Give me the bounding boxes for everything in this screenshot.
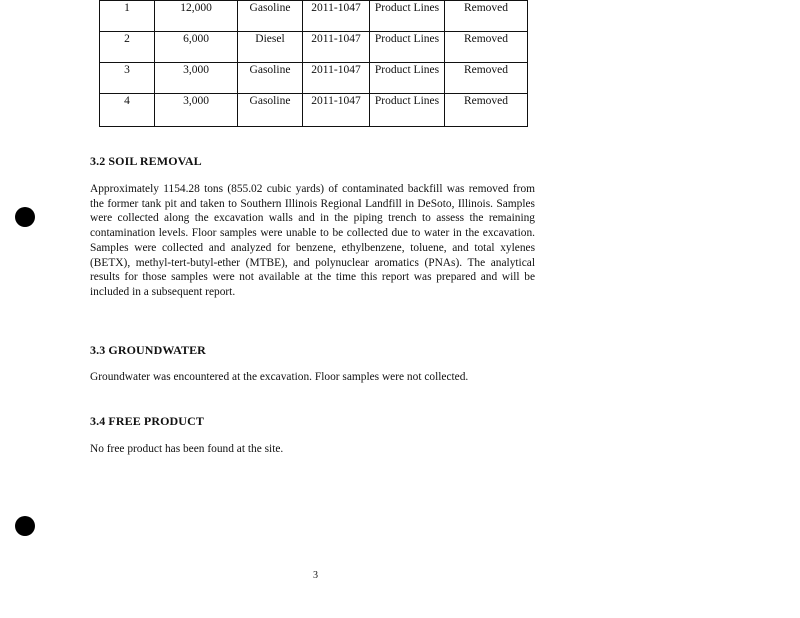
cell-tank-number: 4: [100, 94, 155, 127]
cell-item: Product Lines: [370, 32, 445, 63]
section-title-soil-removal: 3.2 SOIL REMOVAL: [90, 154, 202, 168]
cell-tank-number: 3: [100, 63, 155, 94]
table-row: [100, 94, 528, 127]
tank-table: [99, 0, 528, 127]
cell-capacity: 6,000: [155, 32, 238, 63]
cell-capacity: 12,000: [155, 1, 238, 32]
cell-permit: 2011-1047: [303, 94, 370, 127]
paragraph-soil-removal: Approximately 1154.28 tons (855.02 cubic yards) of contaminated backfill was removed from the former tank pit and taken to Southern Illinois Regional Landfill in DeSoto, Illinois. Samples were collected along the excavation walls and in the piping trench to assess the remaining contamination levels. Floor samples were unable to be collected due to water in the excavation. Samples were collected and analyzed for benzene, ethylbenzene, toluene, and total xylenes (BETX), methyl-tert-butyl-ether (MTBE), and polynuclear aromatics (PNAs). The analytical results for those samples were not available at the time this report was prepared and will be included in a subsequent report.: [90, 183, 535, 298]
paragraph-free-product: No free product has been found at the site.: [90, 443, 284, 455]
cell-tank-number: 1: [100, 1, 155, 32]
cell-item: Product Lines: [370, 1, 445, 32]
cell-status: Removed: [445, 63, 528, 94]
cell-tank-number: 2: [100, 32, 155, 63]
section-title-groundwater: 3.3 GROUNDWATER: [90, 343, 206, 357]
cell-contents: Gasoline: [238, 94, 303, 127]
cell-contents: Gasoline: [238, 63, 303, 94]
cell-permit: 2011-1047: [303, 1, 370, 32]
table-row: [100, 63, 528, 94]
cell-status: Removed: [445, 94, 528, 127]
cell-contents: Gasoline: [238, 1, 303, 32]
punch-hole-icon: [15, 516, 35, 536]
cell-permit: 2011-1047: [303, 32, 370, 63]
punch-hole-icon: [15, 207, 35, 227]
cell-item: Product Lines: [370, 94, 445, 127]
cell-capacity: 3,000: [155, 94, 238, 127]
cell-item: Product Lines: [370, 63, 445, 94]
page-number: 3: [313, 570, 318, 581]
cell-contents: Diesel: [238, 32, 303, 63]
cell-status: Removed: [445, 32, 528, 63]
paragraph-groundwater: Groundwater was encountered at the excavation. Floor samples were not collected.: [90, 371, 469, 383]
table-row: [100, 32, 528, 63]
table-row: [100, 1, 528, 32]
section-title-free-product: 3.4 FREE PRODUCT: [90, 414, 204, 428]
cell-status: Removed: [445, 1, 528, 32]
cell-permit: 2011-1047: [303, 63, 370, 94]
cell-capacity: 3,000: [155, 63, 238, 94]
